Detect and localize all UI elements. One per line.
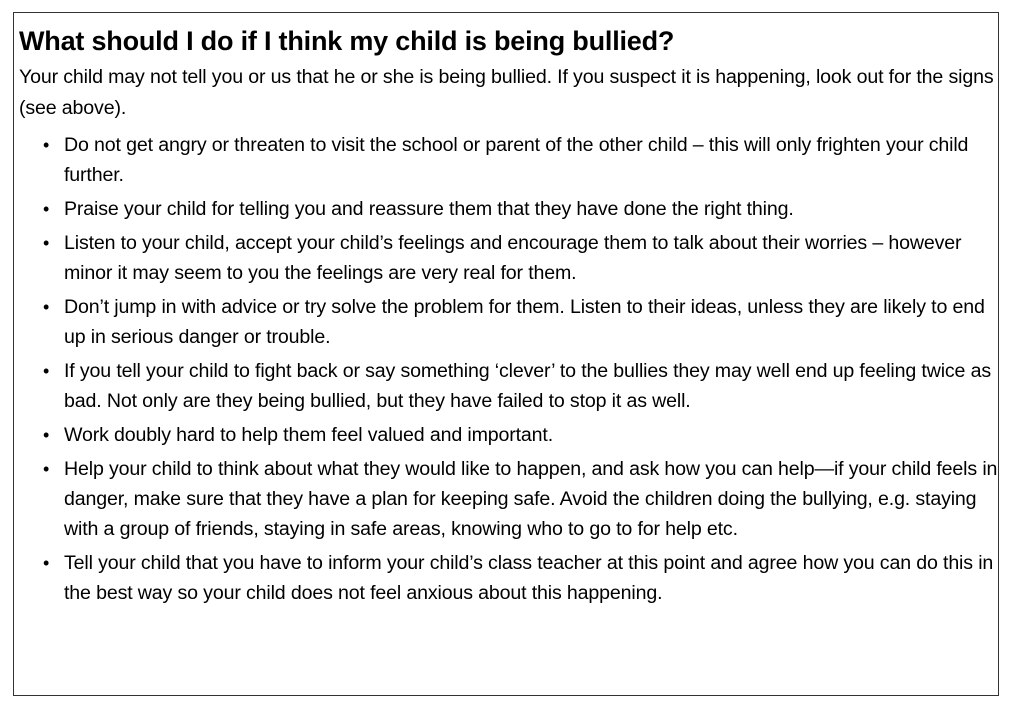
- list-item-text: Do not get angry or threaten to visit the school or parent of the other child – this will only frighten your child further.: [64, 134, 969, 186]
- list-item: [19, 292, 999, 352]
- list-item-text: Tell your child that you have to inform your child’s class teacher at this point and agree how you can do this in the best way so your child does not feel anxious about this happening.: [64, 552, 994, 604]
- list-item-text: Listen to your child, accept your child’s feelings and encourage them to talk about their worries – however minor it may seem to you the feelings are very real for them.: [64, 232, 962, 284]
- document-content: [19, 20, 999, 612]
- list-item-text: Help your child to think about what they would like to happen, and ask how you can help—if your child feels in danger, make sure that they have a plan for keeping safe. Avoid the children doing the bullying, e.g. staying with a group of friends, staying in safe areas, knowing who to go to for help etc.: [64, 458, 998, 540]
- bullet-icon: •: [43, 361, 50, 381]
- advice-list: [19, 130, 999, 608]
- list-item: [19, 130, 999, 190]
- bullet-icon: •: [43, 199, 50, 219]
- list-item-text: If you tell your child to fight back or say something ‘clever’ to the bullies they may well end up feeling twice as bad. Not only are they being bullied, but they have failed to stop it as well.: [64, 360, 991, 412]
- list-item-text: Don’t jump in with advice or try solve the problem for them. Listen to their ideas, unless they are likely to end up in serious danger or trouble.: [64, 296, 985, 348]
- bullet-icon: •: [43, 553, 50, 573]
- list-item: [19, 228, 999, 288]
- list-item: [19, 356, 999, 416]
- page-title: What should I do if I think my child is being bullied?: [19, 26, 675, 56]
- list-item-text: Work doubly hard to help them feel valued and important.: [64, 424, 553, 446]
- list-item: [19, 548, 999, 608]
- list-item: [19, 454, 999, 544]
- bullet-icon: •: [43, 135, 50, 155]
- intro-paragraph: Your child may not tell you or us that he or she is being bullied. If you suspect it is happening, look out for the signs (see above).: [19, 66, 994, 119]
- list-item-text: Praise your child for telling you and reassure them that they have done the right thing.: [64, 198, 794, 220]
- bullet-icon: •: [43, 425, 50, 445]
- list-item: [19, 420, 999, 450]
- bullet-icon: •: [43, 459, 50, 479]
- list-item: [19, 194, 999, 224]
- bullet-icon: •: [43, 297, 50, 317]
- bullet-icon: •: [43, 233, 50, 253]
